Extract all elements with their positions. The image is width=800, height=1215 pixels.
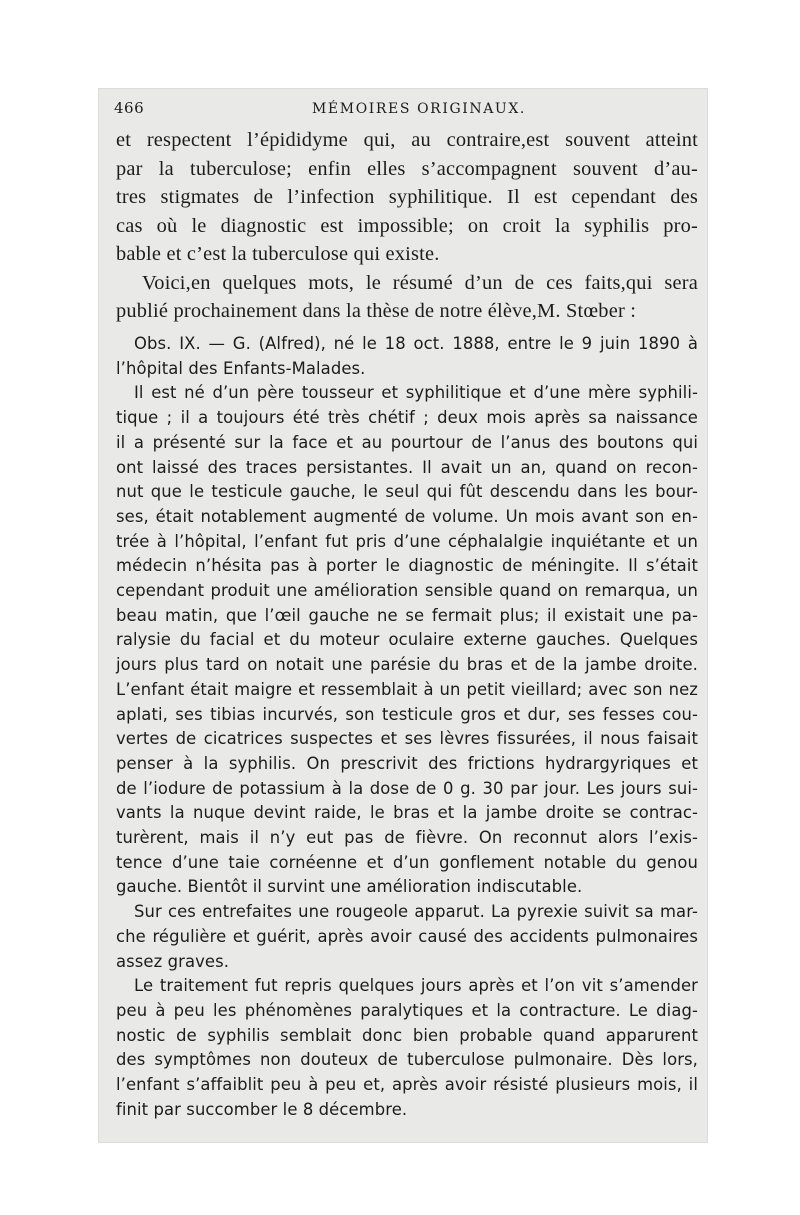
text-line: Il est né d’un père tousseur et syphilitique et d’une mère syphili- [134, 383, 698, 403]
text-line: de l’iodure de potassium à la dose de 0 g. 30 par jour. Les jours sui- [116, 778, 698, 798]
text-line: l’hôpital des Enfants-Malades. [116, 358, 366, 378]
text-line: tence d’une taie cornéenne et d’un gonflement notable du genou [116, 852, 698, 872]
text-line: finit par succomber le 8 décembre. [116, 1099, 408, 1119]
text-line: che régulière et guérit, après avoir causé des accidents pulmonaires [116, 926, 698, 946]
text-line: il a présenté sur la face et au pourtour de l’anus des boutons qui [116, 432, 698, 452]
observation-heading: Obs. IX. — G. (Alfred), né le 18 oct. 1888, entre le 9 juin 1890 à [134, 334, 698, 353]
text-line: vertes de cicatrices suspectes et ses lèvres fissurées, il nous faisait [116, 729, 698, 749]
text-line: L’enfant était maigre et ressemblait à un petit vieillard; avec son nez [116, 679, 698, 699]
observation-section [116, 332, 698, 1123]
page-header [112, 99, 702, 123]
text-line: aplati, ses tibias incurvés, son testicule gros et dur, ses fesses cou- [116, 704, 698, 724]
text-line: beau matin, que l’œil gauche ne se fermait plus; il existait une pa- [116, 605, 698, 625]
text-line: cependant produit une amélioration sensible quand on remarqua, un [116, 581, 698, 601]
text-line: assez graves. [116, 951, 230, 971]
text-line: cas où le diagnostic est impossible; on croit la syphilis pro- [116, 214, 698, 237]
text-line: penser à la syphilis. On prescrivit des frictions hydrargyriques et [116, 753, 698, 773]
text-line: Sur ces entrefaites une rougeole apparut. La pyrexie suivit sa mar- [134, 902, 698, 922]
text-line: Voici,en quelques mots, le résumé d’un de ces faits,qui sera [142, 271, 698, 294]
running-title: MÉMOIRES ORIGINAUX. [312, 101, 526, 117]
text-line: jours plus tard on notait une parésie du bras et de la jambe droite. [116, 655, 698, 675]
text-line: gauche. Bientôt il survint une amélioration indiscutable. [116, 877, 583, 897]
text-line: tique ; il a toujours été très chétif ; deux mois après sa naissance [116, 408, 698, 428]
text-line: par la tuberculose; enfin elles s’accompagnent souvent d’au- [116, 157, 698, 180]
text-line: l’enfant s’affaiblit peu à peu et, après avoir résisté plusieurs mois, il [116, 1075, 698, 1095]
text-line: ses, était notablement augmenté de volume. Un mois avant son en- [116, 506, 698, 526]
text-line: trée à l’hôpital, l’enfant fut pris d’une céphalalgie inquiétante et un [116, 531, 698, 551]
text-line: bable et c’est la tuberculose qui existe. [116, 243, 440, 265]
page-number: 466 [114, 99, 145, 117]
text-line: Le traitement fut repris quelques jours après et l’on vit s’amender [134, 976, 698, 996]
text-line: nut que le testicule gauche, le seul qui fût descendu dans les bour- [116, 482, 698, 502]
text-line: des symptômes non douteux de tuberculose pulmonaire. Dès lors, [116, 1050, 698, 1070]
text-line: ralysie du facial et du moteur oculaire externe gauches. Quelques [116, 630, 698, 650]
text-line: tres stigmates de l’infection syphilitique. Il est cependant des [116, 186, 698, 208]
text-line: nostic de syphilis semblait donc bien probable quand apparurent [116, 1025, 698, 1045]
text-line: peu à peu les phénomènes paralytiques et la contracture. Le diag- [116, 1000, 698, 1020]
intro-paragraphs [116, 126, 698, 326]
text-line: turèrent, mais il n’y eut pas de fièvre. On reconnut alors l’exis- [116, 828, 698, 848]
text-line: publié prochainement dans la thèse de notre élève,M. Stœber : [116, 300, 637, 322]
text-line: et respectent l’épididyme qui, au contraire,est souvent atteint [116, 129, 698, 151]
text-line: vants la nuque devint raide, le bras et la jambe droite se contrac- [116, 803, 698, 823]
text-line: ont laissé des traces persistantes. Il avait un an, quand on recon- [116, 457, 698, 477]
text-line: médecin n’hésita pas à porter le diagnostic de méningite. Il s’était [116, 556, 698, 576]
